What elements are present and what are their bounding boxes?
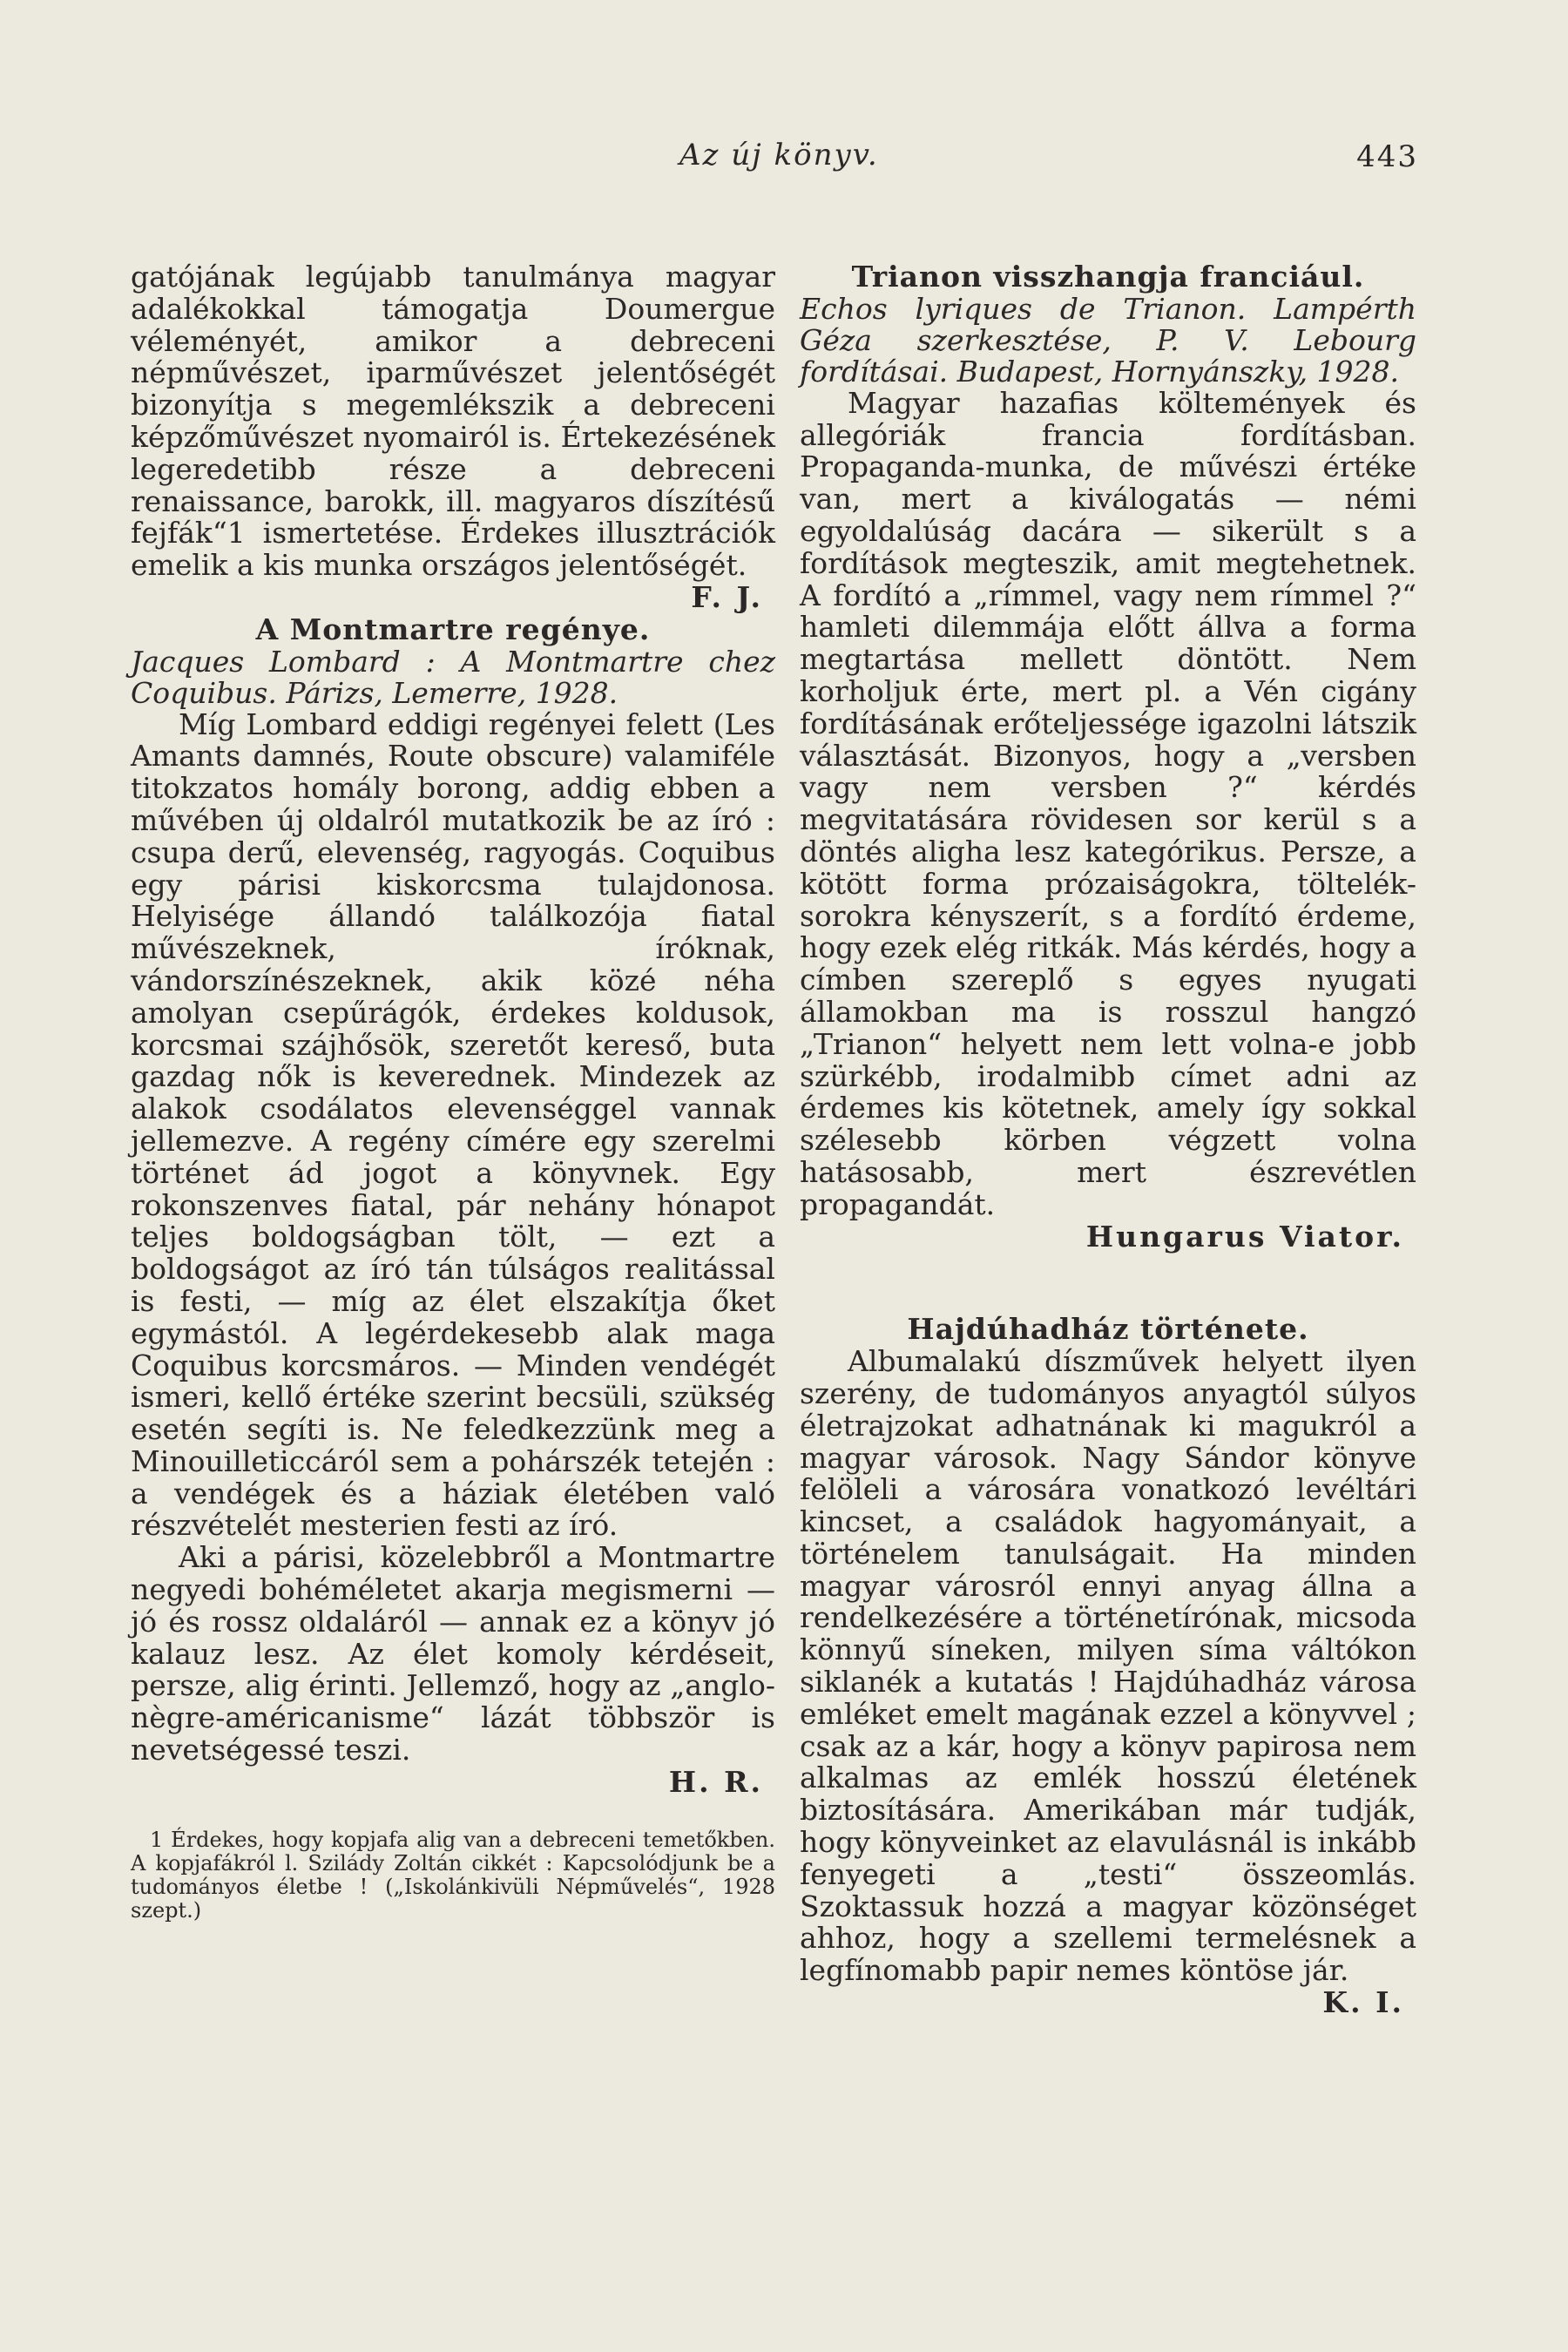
running-title: Az új könyv. bbox=[679, 138, 879, 172]
footnote bbox=[131, 1828, 775, 1923]
page-header bbox=[0, 138, 1568, 190]
left-column bbox=[131, 261, 775, 1923]
trianon-paragraph: Magyar hazafias költemények és allegóriák francia fordításban. Propaganda-munka, de művészi értéke van, mert a kiválogatás — némi egyoldalúság dacára — sikerült s a fordítások megteszik, amit megtehetnek. A fordító a „rímmel, vagy nem rímmel ?“ hamleti dilemmája előtt állva a forma megtartása mellett döntött. Nem korholjuk érte, mert pl. a Vén cigány fordításának erőteljessége igazolni látszik választását. Bizonyos, hogy a „versben vagy nem versben ?“ kérdés megvitatására rövidesen sor kerül s a döntés aligha lesz kategórikus. Persze, a kötött forma prózaiságokra, töltelék-sorokra kényszerít, s a fordító érdeme, hogy ezek elég ritkák. Más kérdés, hogy a címben szereplő s egyes nyugati államokban ma is rosszul hangzó „Trianon“ helyett nem lett volna-e jobb szürkébb, irodalmibb címet adni az érdemes kis kötetnek, amely így sokkal szélesebb körben végzett volna hatásosabb, mert észrevétlen propagandát. bbox=[800, 385, 1416, 1221]
intro-paragraph: gatójának legújabb tanulmánya magyar adalékokkal támogatja Doumergue véleményét, amikor a debreceni népművészet, iparművészet jelentőségét bizonyítja s megemlékszik a debreceni képzőművészet nyomairól is. Értekezésének legeredetibb része a debreceni renaissance, barokk, ill. magyaros díszítésű fejfák“1 ismertetése. Érdekes illusztrációk emelik a kis munka országos jelentőségét. bbox=[131, 260, 775, 583]
section-title-montmartre: A Montmartre regénye. bbox=[255, 612, 651, 646]
montmartre-signature: H. R. bbox=[668, 1764, 763, 1799]
footnote-text: 1 Érdekes, hogy kopjafa alig van a debreceni temetőkben. A kopjafákról l. Szilády Zoltán cikkét : Kapcsolódjunk be a tudományos életbe ! („Iskolánkivüli Népművelés“, 1928 szept.) bbox=[131, 1827, 775, 1923]
montmartre-paragraph-1: Míg Lombard eddigi regényei felett (Les Amants damnés, Route obscure) valamiféle titokzatos homály borong, addig ebben a művében új oldalról mutatkozik be az író : csupa derű, elevenség, ragyogás. Coquibus egy párisi kiskorcsma tulajdonosa. Helyisége állandó találkozója fiatal művészeknek, íróknak, vándorszínészeknek, akik közé néha amolyan csepűrágók, érdekes koldusok, korcsmai szájhősök, szeretőt kereső, buta gazdag nők is keverednek. Mindezek az alakok csodálatos elevenséggel vannak jellemezve. A regény címére egy szerelmi történet ád jogot a könyvnek. Egy rokonszenves fiatal, pár nehány hónapot teljes boldogságban tölt, — ezt a boldogságot az író tán túlságos realitással is festi, — míg az élet elszakítja őket egymástól. A legérdekesebb alak maga Coquibus korcsmáros. — Minden vendégét ismeri, kellő értéke szerint becsüli, szükség esetén segíti is. Ne feledkezzünk meg a Minouilleticcáról sem a pohárszék tetején : a vendégek és a háziak életében való részvételét mesterien festi az író. bbox=[131, 706, 775, 1543]
montmartre-paragraph-2: Aki a párisi, közelebbről a Montmartre negyedi bohéméletet akarja megismerni — jó és rossz oldaláról — annak ez a könyv jó kalauz lesz. Az élet komoly kérdéseit, persze, alig érinti. Jellemző, hogy az „anglo-nègre-américanisme“ lázát többször is nevetségessé teszi. bbox=[131, 1540, 775, 1767]
intro-signature: F. J. bbox=[691, 579, 763, 614]
trianon-signature: Hungarus Viator. bbox=[1085, 1219, 1404, 1254]
page-number: 443 bbox=[1356, 139, 1418, 174]
hajduhadhaz-paragraph: Albumalakú díszművek helyett ilyen szerény, de tudományos anyagtól súlyos életrajzokat adhatnának ki magukról a magyar városok. Nagy Sándor könyve felöleli a városára vonatkozó levéltári kincset, a családok hagyományait, a történelem tanulságait. Ha minden magyar városról ennyi anyag állna a rendelkezésére a történetírónak, micsoda könnyű síneken, milyen síma váltókon siklanék a kutatás ! Hajdúhadház városa emléket emelt magának ezzel a könyvvel ; csak az a kár, hogy a könyv papirosa nem alkalmas az emlék hosszú életének biztosítására. Amerikában már tudják, hogy könyveinket az elavulásnál is inkább fenyegeti a „testi“ összeomlás. Szoktassuk hozzá a magyar közönséget ahhoz, hogy a szellemi termelésnek a legfínomabb papir nemes köntöse jár. bbox=[800, 1344, 1416, 1988]
hajduhadhaz-signature: K. I. bbox=[1322, 1985, 1404, 2020]
citation-montmartre: Jacques Lombard : A Montmartre chez Coquibus. Párizs, Lemerre, 1928. bbox=[131, 644, 775, 710]
section-title-trianon: Trianon visszhangja franciául. bbox=[851, 260, 1365, 294]
citation-trianon: Echos lyriques de Trianon. Lampérth Géza szerkesztése, P. V. Lebourg fordításai. Budapest, Hornyánszky, 1928. bbox=[800, 291, 1416, 389]
section-title-hajduhadhaz: Hajdúhadház története. bbox=[907, 1312, 1309, 1347]
right-column bbox=[800, 261, 1416, 2019]
